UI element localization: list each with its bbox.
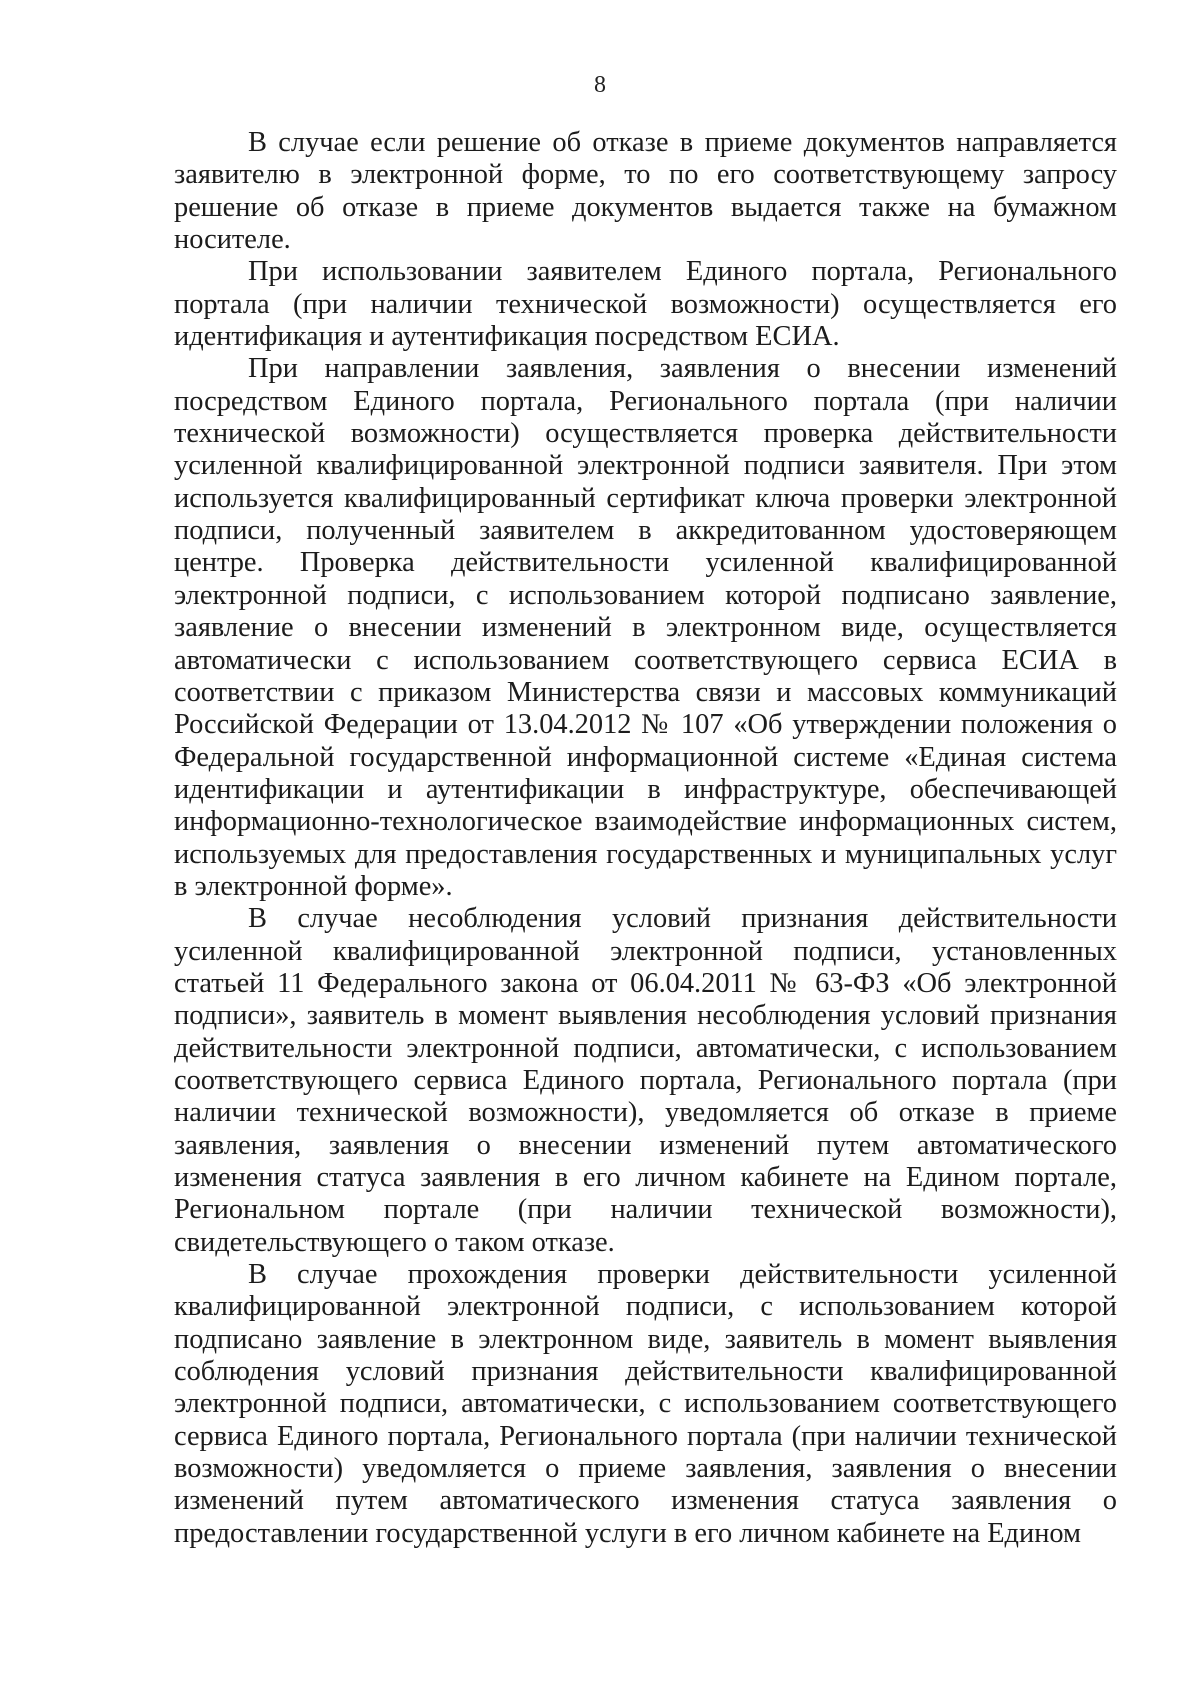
document-body — [174, 127, 1117, 1550]
paragraph: В случае несоблюдения условий признания действительности усиленной квалифицированной электронной подписи, установленных статьей 11 Федерального закона от 06.04.2011 № 63-ФЗ «Об электронной подписи», заявитель в момент выявления несоблюдения условий признания действительности электронной подписи, автоматически, с использованием соответствующего сервиса Единого портала, Регионального портала (при наличии технической возможности), уведомляется об отказе в приеме заявления, заявления о внесении изменений путем автоматического изменения статуса заявления в его личном кабинете на Едином портале, Региональном портале (при наличии технической возможности), свидетельствующего о таком отказе. — [174, 903, 1117, 1258]
paragraph: В случае прохождения проверки действительности усиленной квалифицированной электронной подписи, с использованием которой подписано заявление в электронном виде, заявитель в момент выявления соблюдения условий признания действительности квалифицированной электронной подписи, автоматически, с использованием соответствующего сервиса Единого портала, Регионального портала (при наличии технической возможности) уведомляется о приеме заявления, заявления о внесении изменений путем автоматического изменения статуса заявления о предоставлении государственной услуги в его личном кабинете на Едином — [174, 1259, 1117, 1549]
paragraph: При направлении заявления, заявления о внесении изменений посредством Единого портала, Регионального портала (при наличии технической возможности) осуществляется проверка действительности усиленной квалифицированной электронной подписи заявителя. При этом используется квалифицированный сертификат ключа проверки электронной подписи, полученный заявителем в аккредитованном удостоверяющем центре. Проверка действительности усиленной квалифицированной электронной подписи, с использованием которой подписано заявление, заявление о внесении изменений в электронном виде, осуществляется автоматически с использованием соответствующего сервиса ЕСИА в соответствии с приказом Министерства связи и массовых коммуникаций Российской Федерации от 13.04.2012 № 107 «Об утверждении положения о Федеральной государственной информационной системе «Единая система идентификации и аутентификации в инфраструктуре, обеспечивающей информационно-технологическое взаимодействие информационных систем, используемых для предоставления государственных и муниципальных услуг в электронной форме». — [174, 353, 1117, 902]
page-number: 8 — [594, 72, 606, 98]
paragraph: При использовании заявителем Единого портала, Регионального портала (при наличии технической возможности) осуществляется его идентификация и аутентификация посредством ЕСИА. — [174, 256, 1117, 353]
paragraph: В случае если решение об отказе в приеме документов направляется заявителю в электронной форме, то по его соответствующему запросу решение об отказе в приеме документов выдается также на бумажном носителе. — [174, 127, 1117, 256]
